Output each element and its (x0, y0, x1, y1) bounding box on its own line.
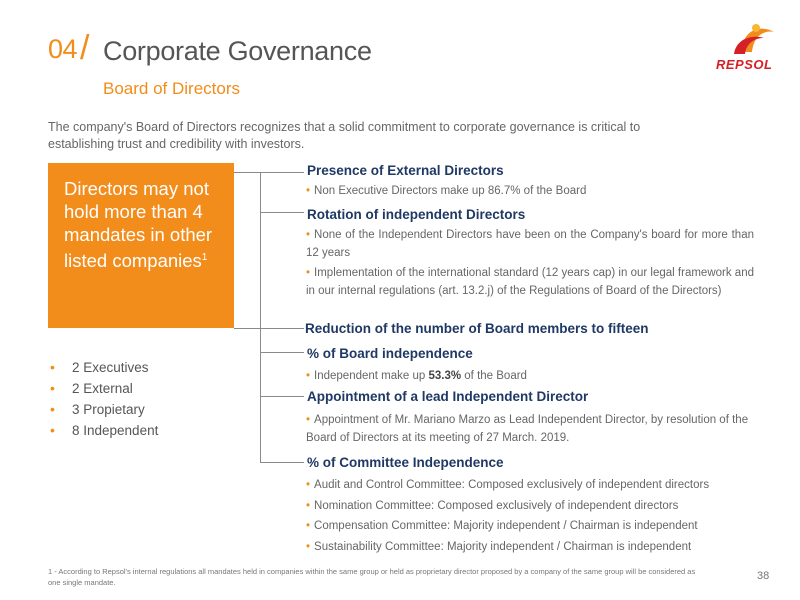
section-heading-board-reduction: Reduction of the number of Board members to fifteen (305, 321, 649, 336)
bullet-icon: • (306, 479, 311, 491)
bullet-icon: • (306, 267, 311, 279)
footnote-ref: 1 (201, 252, 208, 263)
list-item: • Independent make up 53.3% of the Board (306, 370, 527, 382)
list-item: • None of the Independent Directors have been on the Company's board for more than 12 years (306, 229, 754, 259)
footnote: 1 - According to Repsol's internal regulations all mandates held in companies within the same group or held as proprietary director proposed by a company of the same group will be considered as one single mandate. (48, 567, 696, 587)
bullet-icon: • (306, 185, 311, 197)
connector-line (260, 396, 304, 397)
section-heading-board-independence: % of Board independence (307, 346, 473, 361)
board-composition-list (48, 357, 158, 441)
bullet-icon: • (50, 380, 55, 396)
connector-vertical-line (260, 172, 261, 462)
section-number: 04 (48, 34, 78, 64)
bullet-icon: • (306, 500, 311, 512)
list-item: • 2 Executives (48, 357, 158, 378)
intro-text: The company's Board of Directors recognizes that a solid commitment to corporate governance is critical to establishing trust and credibility with investors. (48, 120, 641, 151)
list-item: • 2 External (48, 378, 158, 399)
list-item: • Implementation of the international standard (12 years cap) in our legal framework and in our internal regulations (art. 13.2.j) of the Regulations of Board of the Directors) (306, 267, 754, 297)
section-heading-committee-independence: % of Committee Independence (307, 455, 504, 470)
bullet-icon: • (50, 422, 55, 438)
section-divider: / (80, 29, 90, 67)
mandates-highlight-box (48, 163, 234, 328)
page-title: Corporate Governance (103, 36, 372, 66)
bullet-icon: • (306, 370, 311, 382)
section-heading-lead-director: Appointment of a lead Independent Director (307, 389, 589, 404)
connector-line (260, 352, 304, 353)
bullet-icon: • (306, 541, 311, 553)
bullet-icon: • (50, 401, 55, 417)
list-item: • 8 Independent (48, 420, 158, 441)
section-heading-external-directors: Presence of External Directors (307, 163, 504, 178)
list-item: • Audit and Control Committee: Composed exclusively of independent directors (306, 479, 710, 491)
connector-line (260, 212, 304, 213)
list-item: • Sustainability Committee: Majority independent / Chairman is independent (306, 541, 692, 553)
logo-wordmark: REPSOL (716, 57, 773, 72)
page-subtitle: Board of Directors (103, 79, 240, 98)
connector-line (260, 462, 304, 463)
connector-line (234, 172, 304, 173)
highlight-text: Directors may not hold more than 4 mandates in other listed companies (64, 178, 213, 272)
connector-line (234, 328, 304, 329)
page-number: 38 (757, 570, 770, 582)
list-item: • Nomination Committee: Composed exclusively of independent directors (306, 500, 679, 512)
list-item: • Compensation Committee: Majority independent / Chairman is independent (306, 520, 698, 532)
bullet-icon: • (306, 520, 311, 532)
bullet-icon: • (50, 359, 55, 375)
bullet-icon: • (306, 414, 311, 426)
list-item: • Non Executive Directors make up 86.7% of the Board (306, 185, 587, 197)
section-heading-rotation: Rotation of independent Directors (307, 207, 526, 222)
bullet-icon: • (306, 229, 311, 241)
list-item: • Appointment of Mr. Mariano Marzo as Lead Independent Director, by resolution of the Board of Directors at its meeting of 27 March. 2019. (306, 414, 749, 444)
list-item: • 3 Propietary (48, 399, 158, 420)
